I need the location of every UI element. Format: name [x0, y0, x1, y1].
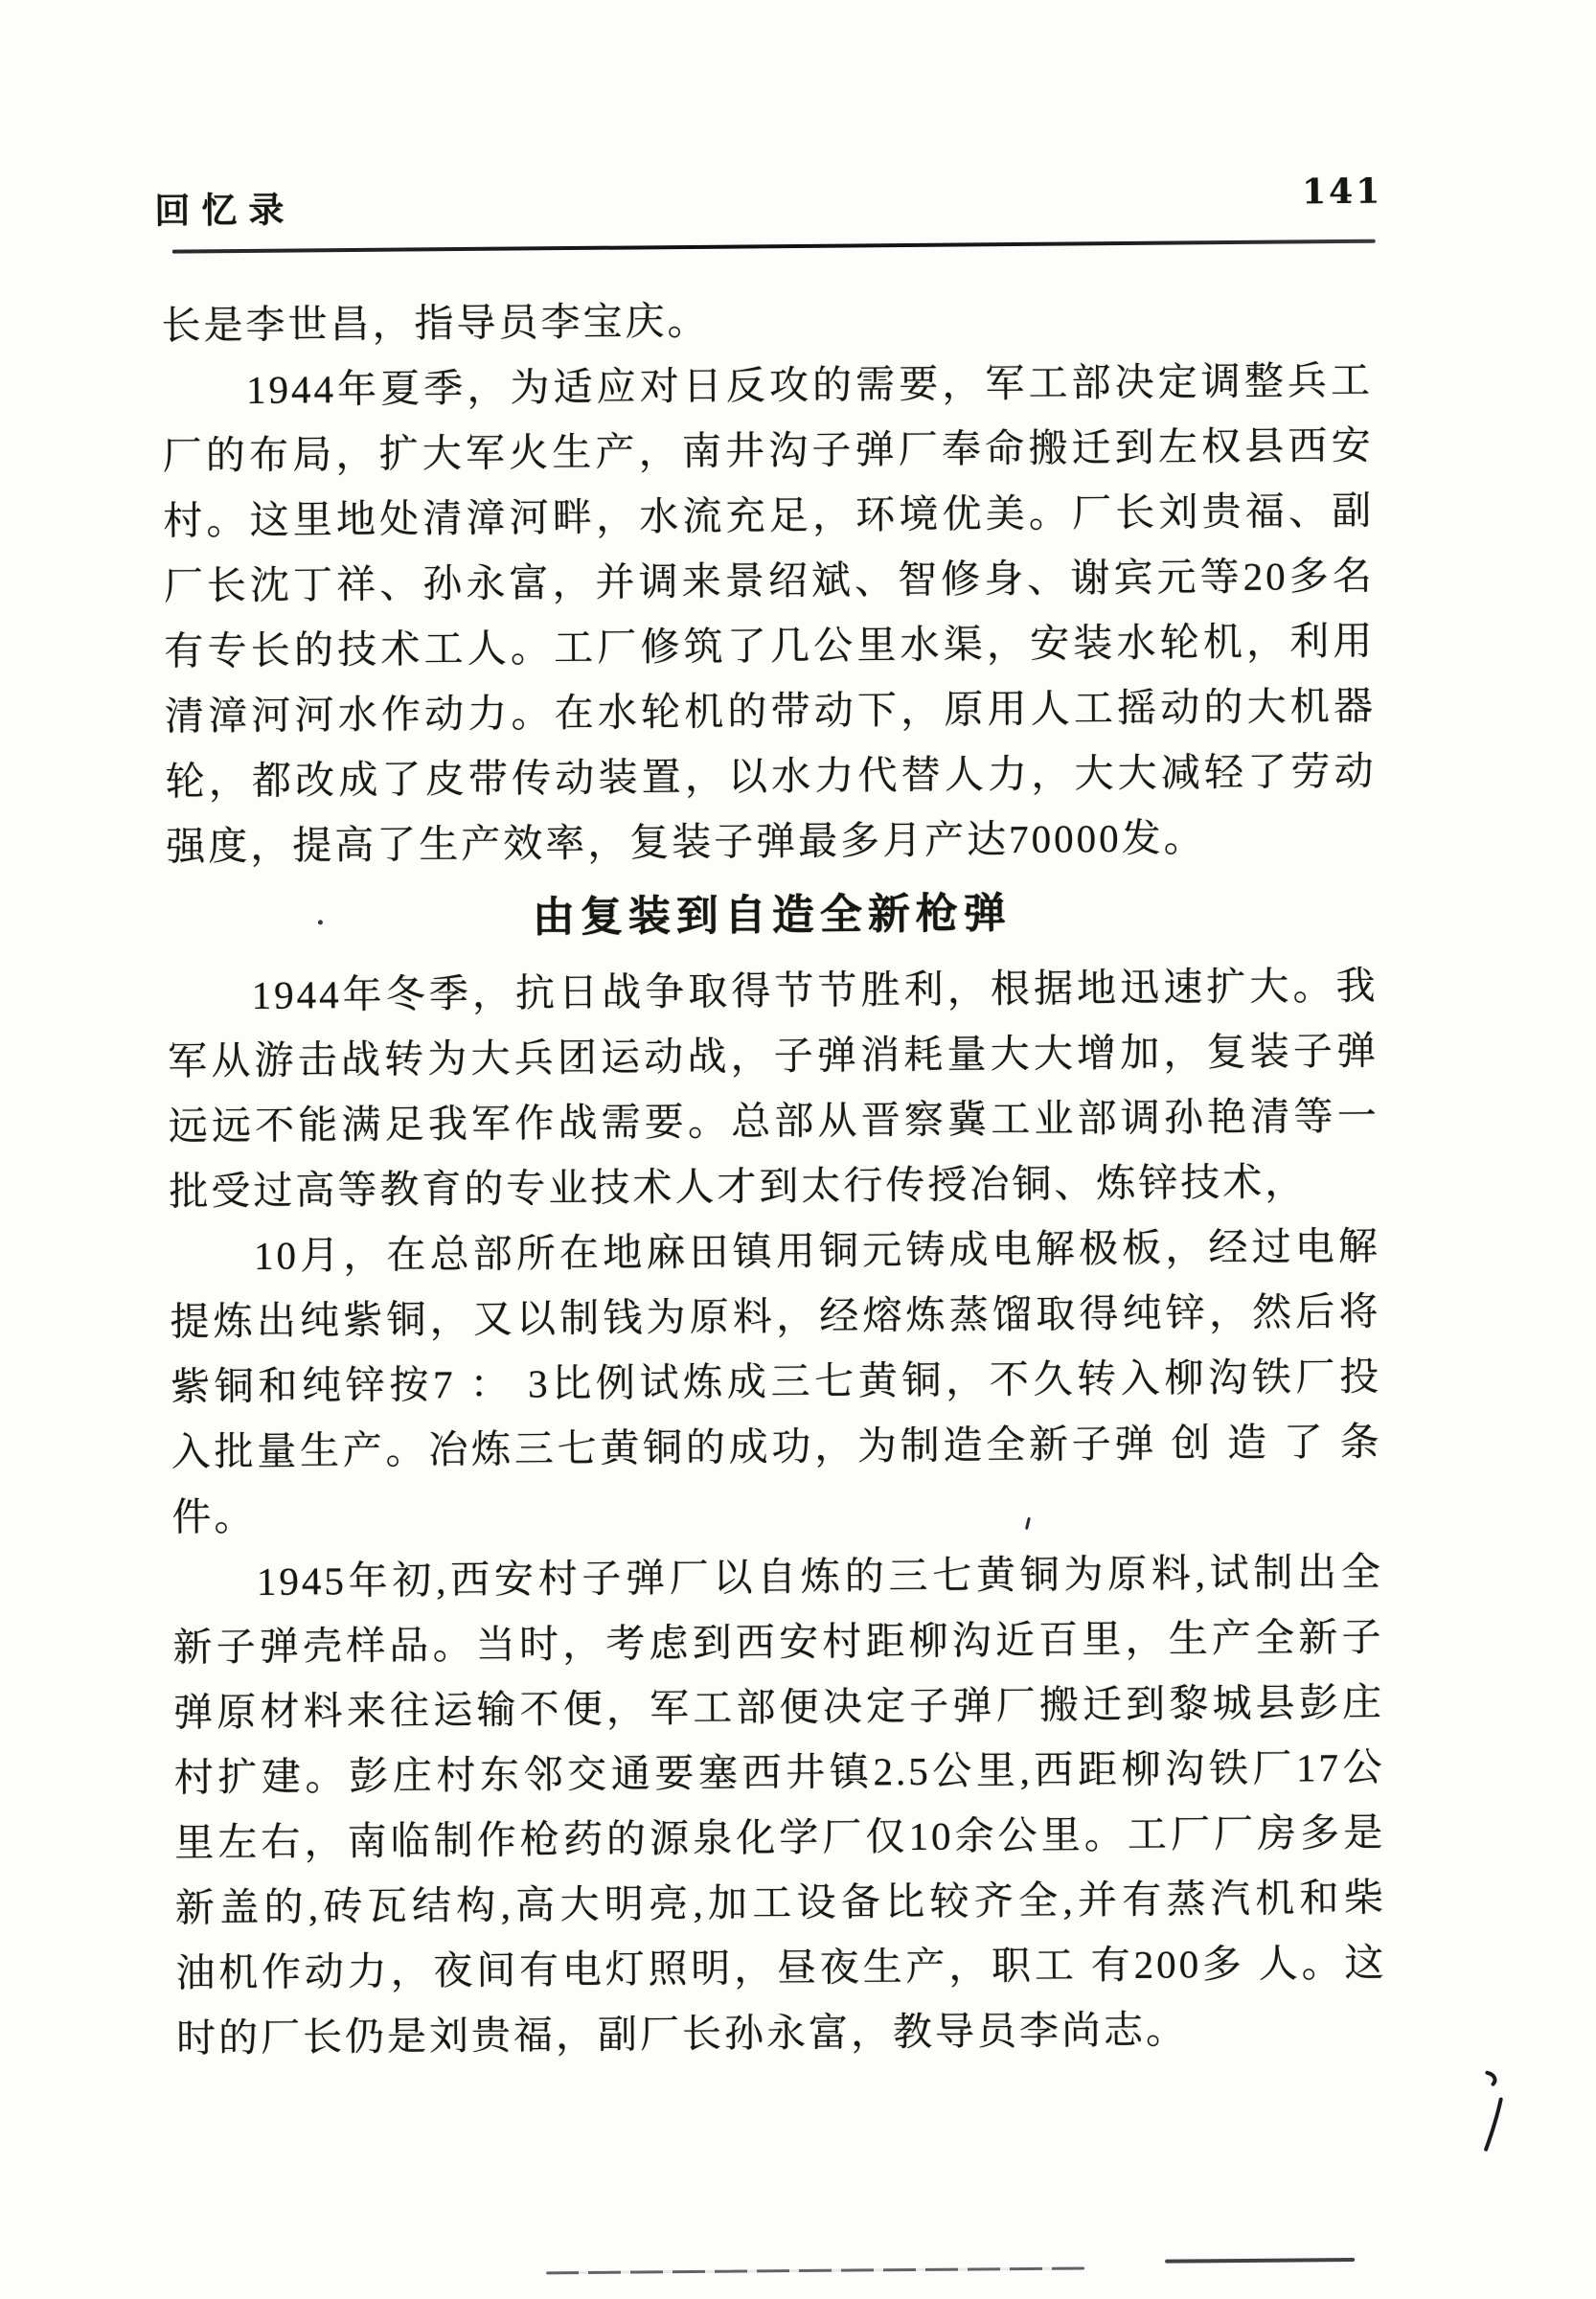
page-header: [154, 171, 1382, 234]
text-line: 厂的布局，扩大军火生产，南井沟子弹厂奉命搬迁到左权县西安: [162, 422, 1374, 478]
stray-pen-mark: [1471, 2067, 1515, 2155]
text-line: 件。: [171, 1493, 257, 1539]
text-line: 批受过高等教育的专业技术人才到太行传授冶铜、炼锌技术，: [169, 1159, 1308, 1214]
text-line: 时的厂长仍是刘贵福，副厂长孙永富，教导员李尚志。: [175, 2007, 1189, 2060]
section-heading: 由复装到自造全新枪弹: [532, 890, 1013, 942]
text-line: 有专长的技术工人。工厂修筑了几公里水渠，安装水轮机，利用: [164, 618, 1376, 673]
running-title: 回忆录: [154, 190, 296, 231]
text-line: 清漳河河水作动力。在水轮机的带动下，原用人工摇动的大机器: [164, 683, 1377, 739]
header-rule: [172, 239, 1376, 254]
text-line: 提炼出纯紫铜，又以制钱为原料，经熔炼蒸馏取得纯锌，然后将: [170, 1288, 1381, 1344]
scan-speck: [318, 920, 323, 924]
text-line: 弹原材料来往运输不便，军工部便决定子弹厂搬迁到黎城县彭庄: [172, 1679, 1385, 1735]
page-number: 141: [1301, 171, 1383, 213]
text-line: 新盖的,砖瓦结构,高大明亮,加工设备比较齐全,并有蒸汽机和柴: [174, 1875, 1387, 1930]
text-line: 1944年冬季，抗日战争取得节节胜利，根据地迅速扩大。我: [251, 963, 1379, 1017]
text-line: 强度，提高了生产效率，复装子弹最多月产达70000发。: [166, 815, 1206, 869]
text-line: 10月，在总部所在地麻田镇用铜元铸成电解极板，经过电解: [253, 1223, 1381, 1278]
text-line: 远远不能满足我军作战需要。总部从晋察冀工业部调孙艳清等一: [168, 1093, 1379, 1149]
text-line: 1944年夏季，为适应对日反攻的需要，军工部决定调整兵工: [245, 357, 1374, 412]
text-line: 长是李世昌，指导员李宝庆。: [161, 298, 710, 348]
text-line: 油机作动力，夜间有电灯照明，昼夜生产，职工 有200多 人。这: [175, 1940, 1387, 1995]
text-line: 村扩建。彭庄村东邻交通要塞西井镇2.5公里,西距柳沟铁厂17公: [173, 1744, 1385, 1800]
text-line: 入批量生产。冶炼三七黄铜的成功，为制造全新子弹 创 造 了 条: [171, 1419, 1382, 1474]
text-line: 新子弹壳样品。当时，考虑到西安村距柳沟近百里，生产全新子: [172, 1614, 1384, 1670]
text-line: 轮，都改成了皮带传动装置，以水力代替人力，大大减轻了劳动: [165, 748, 1377, 804]
text-line: 里左右，南临制作枪药的源泉化学厂仅10余公里。工厂厂房多是: [174, 1810, 1386, 1865]
bottom-scan-line: [1165, 2258, 1355, 2264]
body-text: [161, 283, 1387, 2071]
bottom-scan-line: [546, 2266, 1084, 2274]
text-line: 紫铜和纯锌按7 ： 3比例试炼成三七黄铜，不久转入柳沟铁厂投: [170, 1354, 1382, 1409]
text-line: 厂长沈丁祥、孙永富，并调来景绍斌、智修身、谢宾元等20多名: [163, 553, 1375, 608]
text-line: 军从游击战转为大兵团运动战，子弹消耗量大大增加，复装子弹: [167, 1028, 1379, 1083]
text-line: 村。这里地处清漳河畔，水流充足，环境优美。厂长刘贵福、副: [163, 488, 1375, 543]
text-line: 1945年初,西安村子弹厂以自炼的三七黄铜为原料,试制出全: [256, 1549, 1384, 1604]
